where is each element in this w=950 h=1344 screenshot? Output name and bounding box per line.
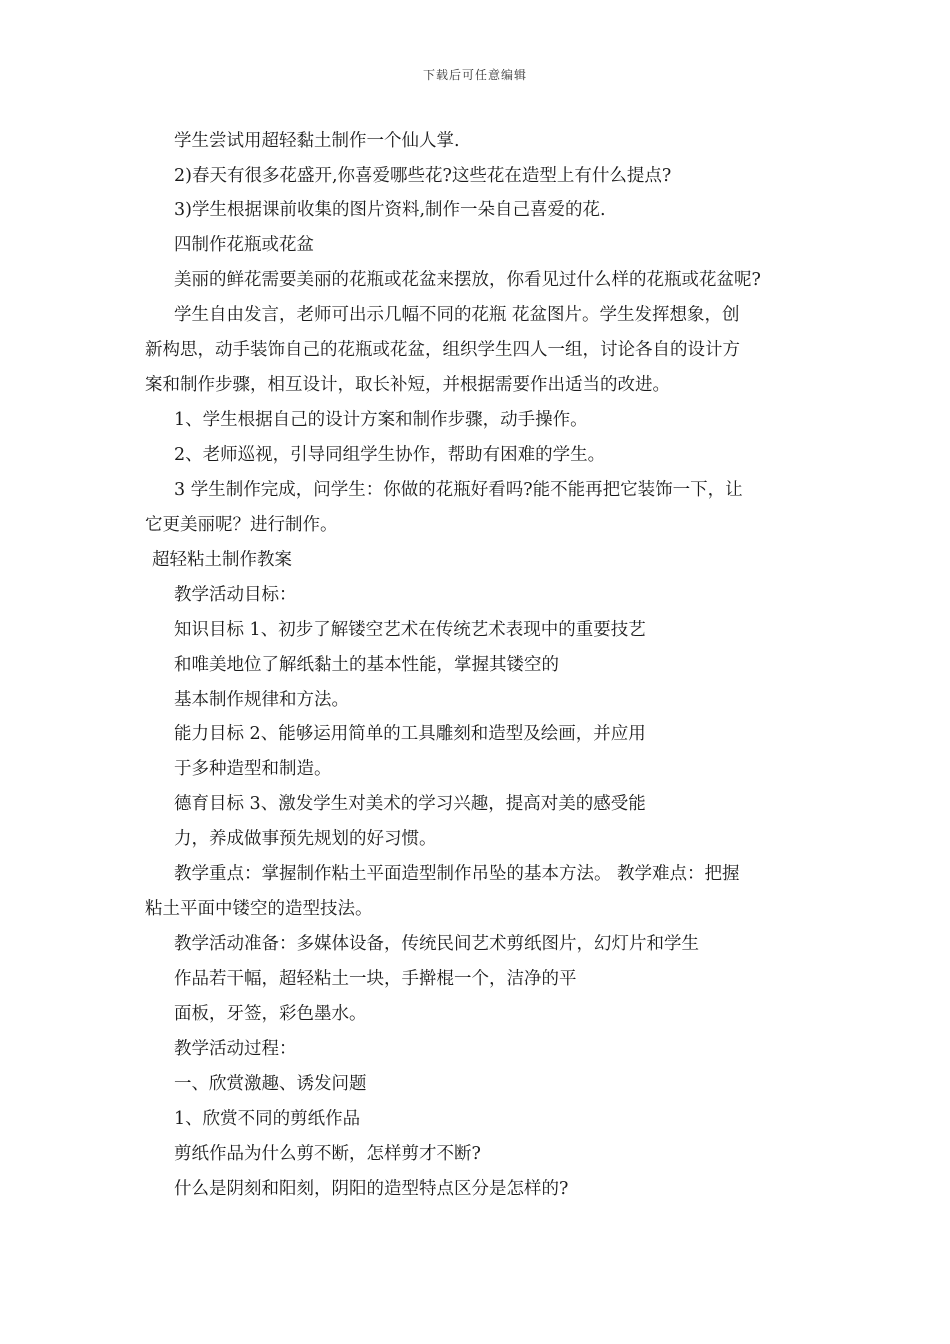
paragraph-line: 力，养成做事预先规划的好习惯。 [174, 829, 437, 849]
section-heading: 四制作花瓶或花盆 [174, 235, 314, 255]
paragraph-line: 知识目标 1、初步了解镂空艺术在传统艺术表现中的重要技艺 [174, 620, 646, 640]
paragraph-line: 教学活动过程： [174, 1039, 297, 1059]
paragraph-line: 于多种造型和制造。 [174, 759, 332, 779]
paragraph-line: 1、学生根据自己的设计方案和制作步骤，动手操作。 [174, 410, 588, 430]
document-title: 超轻粘土制作教案 [152, 550, 292, 570]
paragraph-line: 和唯美地位了解纸黏土的基本性能，掌握其镂空的 [174, 655, 559, 675]
paragraph-line: 基本制作规律和方法。 [174, 690, 349, 710]
paragraph-line: 一、欣赏激趣、诱发问题 [174, 1074, 367, 1094]
paragraph-line: 3 学生制作完成，问学生：你做的花瓶好看吗?能不能再把它装饰一下，让 [174, 480, 743, 500]
paragraph-line: 教学活动目标： [174, 585, 297, 605]
paragraph-line: 能力目标 2、能够运用简单的工具雕刻和造型及绘画，并应用 [174, 724, 646, 744]
paragraph-line: 什么是阴刻和阳刻，阴阳的造型特点区分是怎样的? [174, 1179, 569, 1199]
paragraph-line: 教学活动准备：多媒体设备，传统民间艺术剪纸图片，幻灯片和学生 [174, 934, 699, 954]
paragraph-line: 粘土平面中镂空的造型技法。 [145, 899, 373, 919]
paragraph-line: 它更美丽呢？进行制作。 [145, 515, 338, 535]
paragraph-line: 剪纸作品为什么剪不断，怎样剪才不断? [174, 1144, 481, 1164]
paragraph-line: 2、老师巡视，引导同组学生协作，帮助有困难的学生。 [174, 445, 606, 465]
paragraph-line: 美丽的鲜花需要美丽的花瓶或花盆来摆放，你看见过什么样的花瓶或花盆呢? [174, 270, 761, 290]
paragraph-line: 1、欣赏不同的剪纸作品 [174, 1109, 361, 1129]
paragraph-line: 3)学生根据课前收集的图片资料,制作一朵自己喜爱的花. [174, 200, 606, 220]
paragraph-line: 学生尝试用超轻黏土制作一个仙人掌. [174, 131, 460, 151]
paragraph-line: 案和制作步骤，相互设计，取长补短，并根据需要作出适当的改进。 [145, 375, 670, 395]
paragraph-line: 新构思，动手装饰自己的花瓶或花盆，组织学生四人一组，讨论各自的设计方 [145, 340, 740, 360]
paragraph-line: 面板，牙签，彩色墨水。 [174, 1004, 367, 1024]
paragraph-line: 教学重点：掌握制作粘土平面造型制作吊坠的基本方法。 教学难点：把握 [174, 864, 740, 884]
paragraph-line: 作品若干幅，超轻粘土一块，手擀棍一个，洁净的平 [174, 969, 577, 989]
page-header: 下载后可任意编辑 [422, 68, 527, 82]
paragraph-line: 2)春天有很多花盛开,你喜爱哪些花?这些花在造型上有什么提点? [174, 166, 672, 186]
paragraph-line: 德育目标 3、激发学生对美术的学习兴趣，提高对美的感受能 [174, 794, 646, 814]
paragraph-line: 学生自由发言，老师可出示几幅不同的花瓶 花盆图片。学生发挥想象，创 [174, 305, 740, 325]
